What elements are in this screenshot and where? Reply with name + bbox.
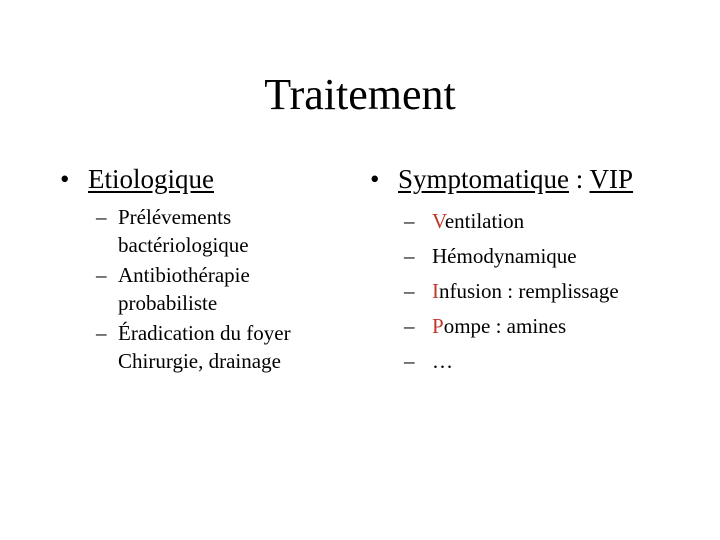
acronym-initial: V xyxy=(432,209,445,233)
list-item xyxy=(60,262,350,317)
dash-icon: – xyxy=(96,263,107,287)
list-item xyxy=(370,239,700,274)
list-item xyxy=(60,320,350,375)
etiologic-list xyxy=(60,204,350,375)
list-item-line: bactériologique xyxy=(118,232,249,257)
list-item-text: ompe : amines xyxy=(443,314,567,338)
list-item-text: Hémodynamique xyxy=(432,244,577,268)
dash-icon: – xyxy=(404,209,415,233)
dash-icon: – xyxy=(404,314,415,338)
dash-icon: – xyxy=(404,349,415,373)
slide-title: Traitement xyxy=(264,70,456,119)
vip-acronym: VIP xyxy=(589,164,634,194)
list-item-line: Antibiothérapie xyxy=(118,263,250,287)
dash-icon: – xyxy=(404,244,415,268)
acronym-initial: P xyxy=(432,314,444,338)
dash-icon: – xyxy=(96,205,107,229)
etiologic-column xyxy=(60,162,350,378)
list-item-line: Prélévements xyxy=(118,205,232,229)
list-item xyxy=(370,309,700,344)
list-item xyxy=(370,344,700,379)
list-item-text: nfusion : remplissage xyxy=(439,279,619,303)
list-item xyxy=(370,204,700,239)
symptomatic-list xyxy=(370,204,700,379)
heading-separator: : xyxy=(569,164,590,194)
etiologic-heading-label: Etiologique xyxy=(88,164,214,194)
list-item xyxy=(60,204,350,259)
dash-icon: – xyxy=(404,279,415,303)
symptomatic-heading-label: Symptomatique xyxy=(398,164,569,194)
bullet-icon: • xyxy=(370,164,380,194)
list-item-line: probabiliste xyxy=(118,290,218,315)
list-item-line: Éradication du foyer xyxy=(118,321,291,345)
symptomatic-column xyxy=(370,162,700,379)
list-item-text: … xyxy=(432,349,453,373)
etiologic-heading xyxy=(60,162,350,196)
acronym-initial: I xyxy=(432,279,439,303)
bullet-icon: • xyxy=(60,164,70,194)
dash-icon: – xyxy=(96,321,107,345)
list-item xyxy=(370,274,700,309)
symptomatic-heading xyxy=(370,162,700,196)
list-item-text: entilation xyxy=(444,209,525,233)
list-item-line: Chirurgie, drainage xyxy=(118,348,281,373)
